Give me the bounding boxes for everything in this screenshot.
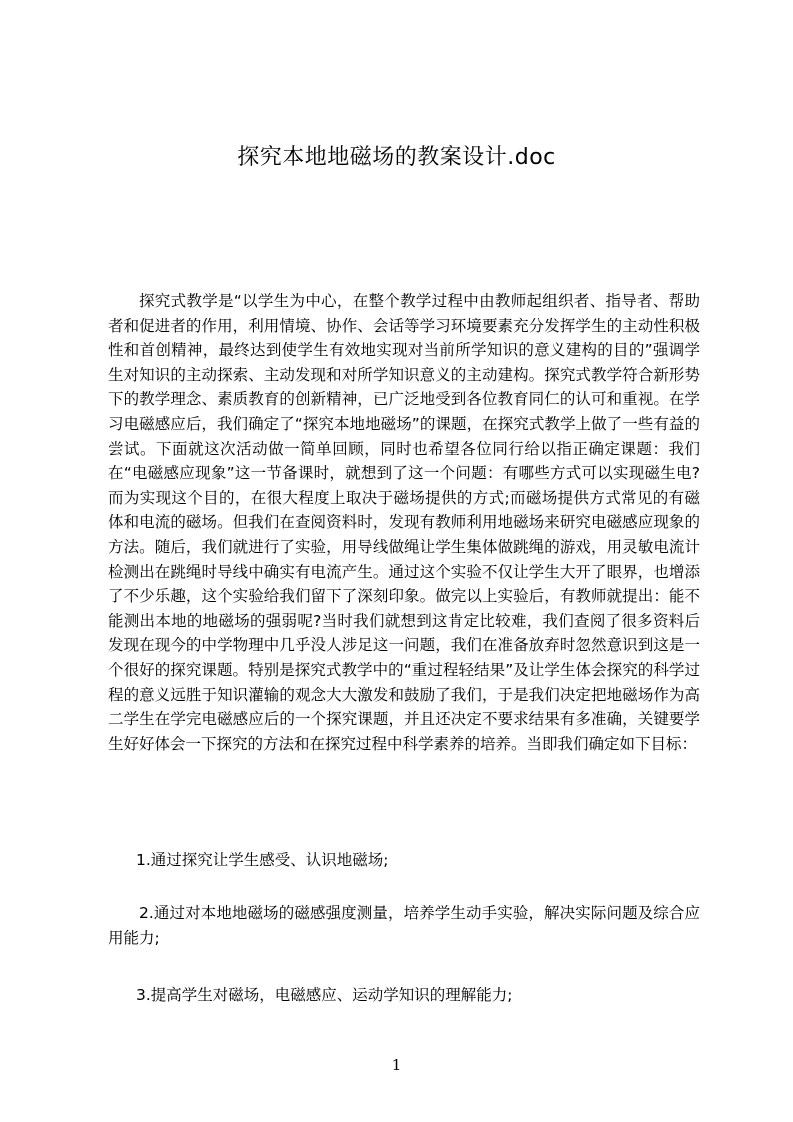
goal-item-3: 3.提高学生对磁场，电磁感应、运动学知识的理解能力;	[136, 986, 513, 1004]
goal-item-2: 2.通过对本地地磁场的磁感强度测量，培养学生动手实验，解决实际问题及综合应用能力;	[108, 904, 700, 947]
page-number: 1	[391, 1056, 402, 1074]
body-text	[108, 289, 700, 756]
goal-item-1: 1.通过探究让学生感受、认识地磁场;	[136, 851, 389, 869]
document-title: 探究本地地磁场的教案设计.doc	[237, 145, 556, 170]
intro-paragraph: 探究式教学是“以学生为中心，在整个教学过程中由教师起组织者、指导者、帮助者和促进者的作用，利用情境、协作、会话等学习环境要素充分发挥学生的主动性积极性和首创精神，最终达到使学生有效地实现对当前所学知识的意义建构的目的”强调学生对知识的主动探索、主动发现和对所学知识意义的主动建构。探究式教学符合新形势下的教学理念、素质教育的创新精神，已广泛地受到各位教育同仁的认可和重视。在学习电磁感应后，我们确定了“探究本地地磁场”的课题，在探究式教学上做了一些有益的尝试。下面就这次活动做一简单回顾，同时也希望各位同行给以指正确定课题：我们在“电磁感应现象”这一节备课时，就想到了这一个问题：有哪些方式可以实现磁生电?而为实现这个目的，在很大程度上取决于磁场提供的方式;而磁场提供方式常见的有磁体和电流的磁场。但我们在查阅资料时，发现有教师利用地磁场来研究电磁感应现象的方法。随后，我们就进行了实验，用导线做绳让学生集体做跳绳的游戏，用灵敏电流计检测出在跳绳时导线中确实有电流产生。通过这个实验不仅让学生大开了眼界，也增添了不少乐趣，这个实验给我们留下了深刻印象。做完以上实验后，有教师就提出：能不能测出本地的地磁场的强弱呢?当时我们就想到这肯定比较难，我们查阅了很多资料后发现在现今的中学物理中几乎没人涉足这一问题，我们在准备放弃时忽然意识到这是一个很好的探究课题。特别是探究式教学中的“重过程轻结果”及让学生体会探究的科学过程的意义远胜于知识灌输的观念大大激发和鼓励了我们，于是我们决定把地磁场作为高二学生在学完电磁感应后的一个探究课题，并且还决定不要求结果有多准确，关键要学生好好体会一下探究的方法和在探究过程中科学素养的培养。当即我们确定如下目标：	[108, 292, 700, 753]
